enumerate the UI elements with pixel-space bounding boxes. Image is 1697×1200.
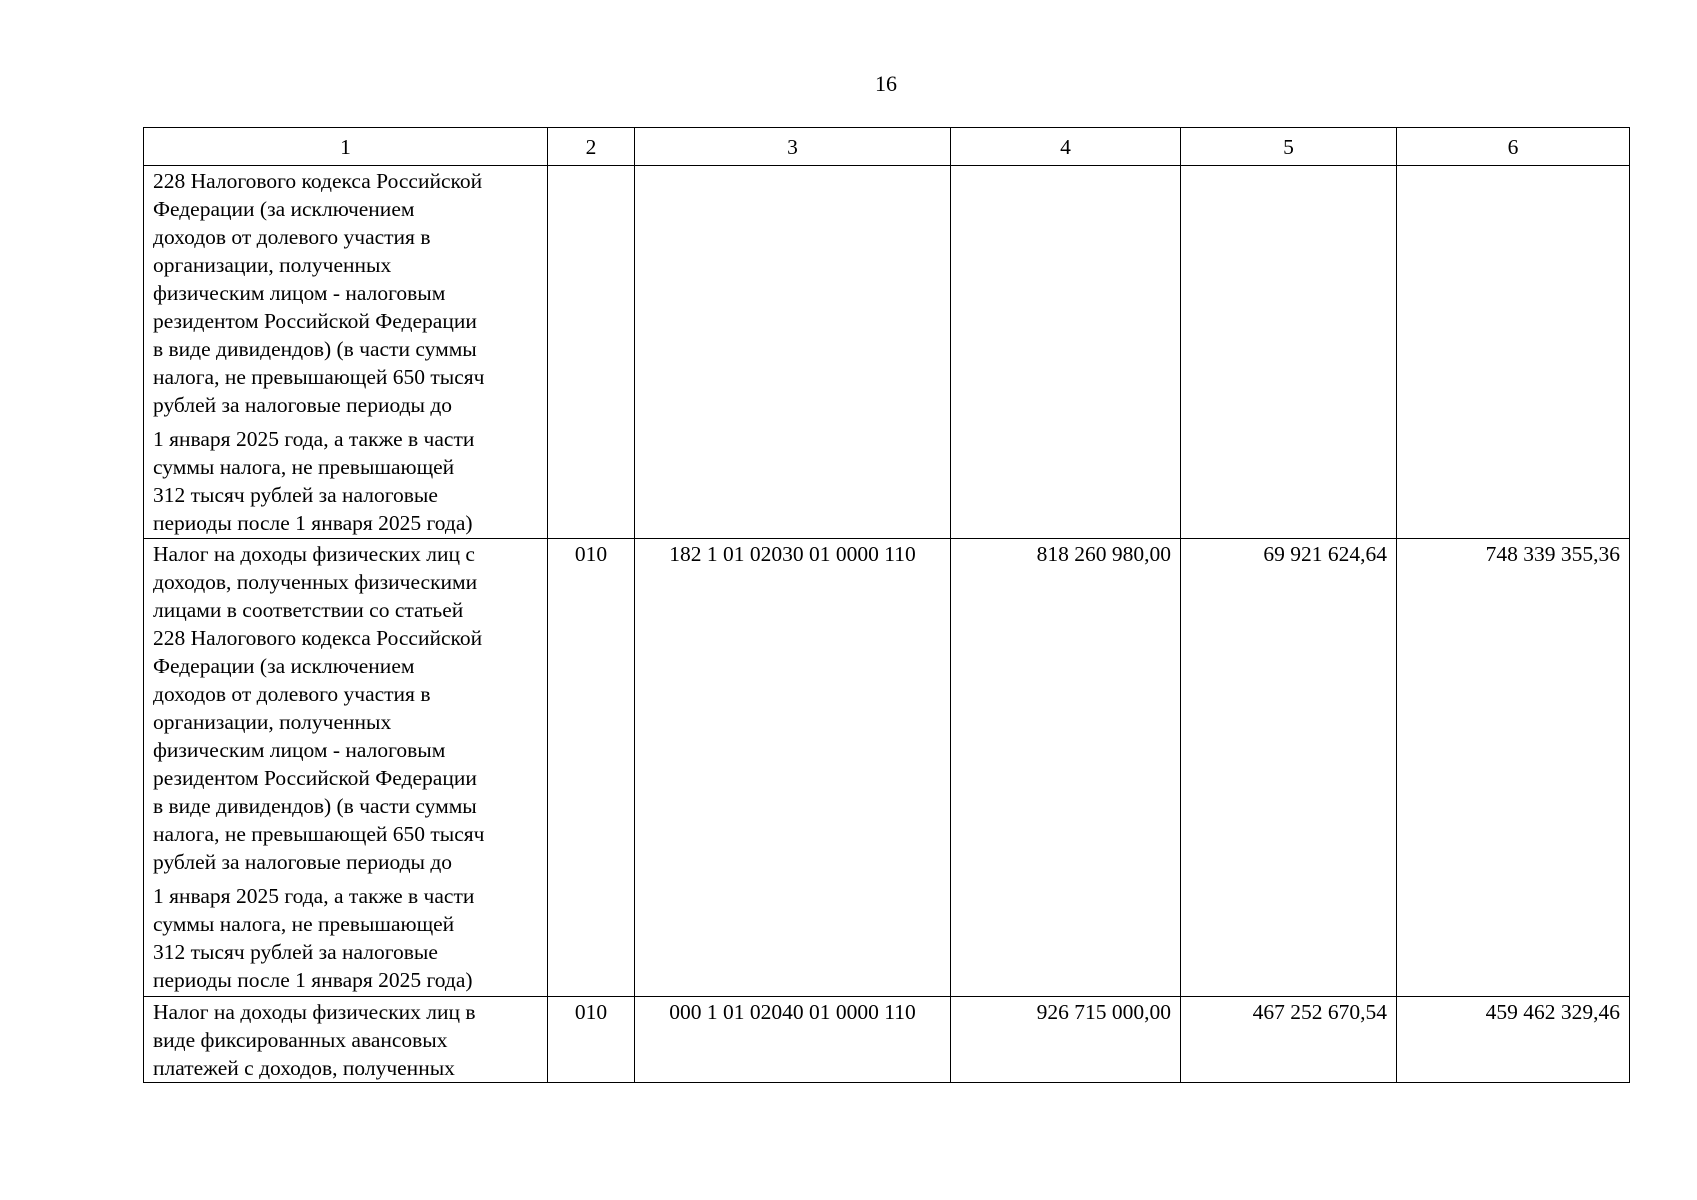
- row-name-line: периоды после 1 января 2025 года): [153, 511, 473, 535]
- kbk-cell: 182 1 01 02030 01 0000 110: [635, 539, 951, 997]
- row-name-line: 1 января 2025 года, а также в части: [153, 427, 475, 451]
- table-row: [144, 166, 1630, 539]
- row-name-line: 228 Налогового кодекса Российской: [153, 169, 483, 193]
- row-name-line: Налог на доходы физических лиц в: [153, 1000, 476, 1024]
- table-header-row: [144, 128, 1630, 166]
- kbk-cell: 000 1 01 02040 01 0000 110: [635, 997, 951, 1083]
- line-code-cell: 010: [548, 997, 635, 1083]
- executed-cell: 69 921 624,64: [1181, 539, 1397, 997]
- approved-cell: 818 260 980,00: [951, 539, 1181, 997]
- executed-cell: 467 252 670,54: [1181, 997, 1397, 1083]
- row-name-line: лицами в соответствии со статьей: [153, 598, 464, 622]
- row-name-line: налога, не превышающей 650 тысяч: [153, 822, 485, 846]
- row-name-cell: [144, 997, 548, 1083]
- row-name-line: виде фиксированных авансовых: [153, 1028, 448, 1052]
- row-name-line: суммы налога, не превышающей: [153, 912, 455, 936]
- kbk-cell: [635, 166, 951, 539]
- row-name-line: резидентом Российской Федерации: [153, 309, 477, 333]
- row-name-line: доходов от долевого участия в: [153, 225, 431, 249]
- row-name-line: 312 тысяч рублей за налоговые: [153, 940, 438, 964]
- row-name-line: организации, полученных: [153, 710, 392, 734]
- row-name-line: рублей за налоговые периоды до: [153, 393, 453, 417]
- row-name-line: 228 Налогового кодекса Российской: [153, 626, 483, 650]
- approved-cell: 926 715 000,00: [951, 997, 1181, 1083]
- line-code-cell: [548, 166, 635, 539]
- unexecuted-cell: [1397, 166, 1630, 539]
- row-name-line: суммы налога, не превышающей: [153, 455, 455, 479]
- table-row: [144, 539, 1630, 997]
- header-col-1: 1: [144, 128, 548, 166]
- header-col-2: 2: [548, 128, 635, 166]
- row-name-line: физическим лицом - налоговым: [153, 281, 446, 305]
- header-col-6: 6: [1397, 128, 1630, 166]
- approved-cell: [951, 166, 1181, 539]
- header-col-5: 5: [1181, 128, 1397, 166]
- row-name-line: Федерации (за исключением: [153, 197, 415, 221]
- row-name-line: платежей с доходов, полученных: [153, 1056, 455, 1080]
- report-table: [143, 127, 1630, 1083]
- executed-cell: [1181, 166, 1397, 539]
- unexecuted-cell: 748 339 355,36: [1397, 539, 1630, 997]
- unexecuted-cell: 459 462 329,46: [1397, 997, 1630, 1083]
- line-code-cell: 010: [548, 539, 635, 997]
- row-name-cell: [144, 166, 548, 539]
- row-name-line: физическим лицом - налоговым: [153, 738, 446, 762]
- row-name-line: доходов от долевого участия в: [153, 682, 431, 706]
- row-name-line: 1 января 2025 года, а также в части: [153, 884, 475, 908]
- row-name-line: в виде дивидендов) (в части суммы: [153, 337, 477, 361]
- row-name-line: резидентом Российской Федерации: [153, 766, 477, 790]
- row-name-line: в виде дивидендов) (в части суммы: [153, 794, 477, 818]
- row-name-cell: [144, 539, 548, 997]
- row-name-line: организации, полученных: [153, 253, 392, 277]
- row-name-line: рублей за налоговые периоды до: [153, 850, 453, 874]
- row-name-line: налога, не превышающей 650 тысяч: [153, 365, 485, 389]
- row-name-line: 312 тысяч рублей за налоговые: [153, 483, 438, 507]
- table-row: [144, 997, 1630, 1083]
- page-number: 16: [875, 71, 897, 96]
- row-name-line: периоды после 1 января 2025 года): [153, 968, 473, 992]
- header-col-3: 3: [635, 128, 951, 166]
- row-name-line: доходов, полученных физическими: [153, 570, 478, 594]
- row-name-line: Налог на доходы физических лиц с: [153, 542, 475, 566]
- row-name-line: Федерации (за исключением: [153, 654, 415, 678]
- header-col-4: 4: [951, 128, 1181, 166]
